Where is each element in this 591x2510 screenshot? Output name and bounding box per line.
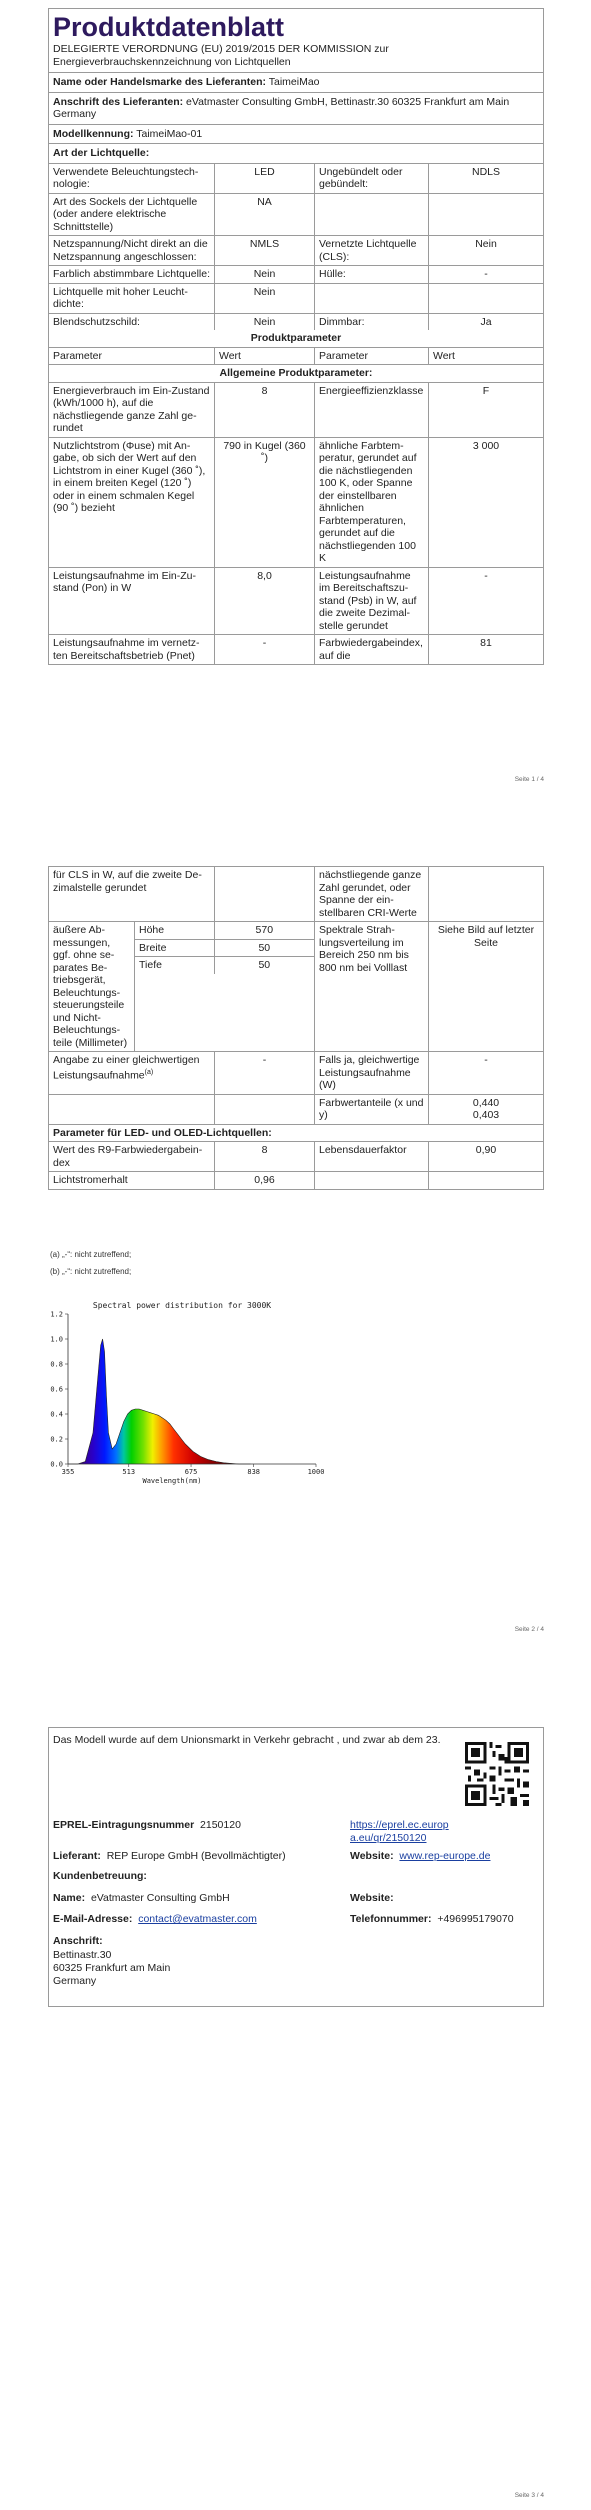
dim-height-value: 570 xyxy=(255,924,274,936)
y-tick-label: 1.2 xyxy=(50,1310,63,1319)
param-value: Nein xyxy=(215,314,315,331)
param-label xyxy=(315,284,429,313)
param-label: Energieeffizienzklasse xyxy=(315,383,429,437)
lighttype-row xyxy=(49,194,543,237)
dim-height-label: Höhe xyxy=(135,922,215,939)
param-label: Vernetzte Lichtquelle (CLS): xyxy=(315,236,429,265)
chromaticity-values xyxy=(429,1095,543,1124)
dim-row xyxy=(135,957,314,974)
param-label xyxy=(315,194,429,236)
page-number-2: Seite 2 / 4 xyxy=(514,1626,544,1633)
x-tick-label: 675 xyxy=(184,1468,198,1476)
equivalent-label: Angabe zu einer gleichwertigen Leistungsaufnahme xyxy=(53,1054,200,1081)
equivalent-power-label: Falls ja, gleichwertige Leistungsaufnahme (W) xyxy=(315,1052,429,1094)
maintenance-value: 0,96 xyxy=(215,1172,315,1189)
y-tick-label: 1.0 xyxy=(50,1335,63,1344)
general-header: Allgemeine Produktparameter: xyxy=(219,367,373,379)
param-value: - xyxy=(484,268,488,280)
lifetime-value: 0,90 xyxy=(475,1144,497,1156)
param-label: Leistungsaufnahme im Ein-Zustand (Pon) in W xyxy=(49,568,215,635)
model-row xyxy=(49,125,543,145)
y-tick-label: 0.0 xyxy=(50,1460,63,1469)
param-value: - xyxy=(484,569,488,582)
qr-code-icon[interactable] xyxy=(465,1742,529,1806)
general-param-row xyxy=(49,438,543,568)
param-value: NMLS xyxy=(215,236,315,265)
param-label: Ungebündelt oder gebündelt: xyxy=(315,164,429,193)
column-header-row xyxy=(49,348,543,366)
chromaticity-x: 0,440 xyxy=(472,1096,500,1109)
param-value: NDLS xyxy=(471,165,500,178)
chromaticity-y: 0,403 xyxy=(472,1109,500,1121)
param-value: - xyxy=(215,635,315,664)
col-value-2: Wert xyxy=(433,349,455,362)
param-value: 81 xyxy=(480,637,492,649)
address-line: Bettinastr.30 xyxy=(53,1949,112,1961)
productparams-header-row xyxy=(49,330,543,348)
dimensions-label: äußere Abmessungen, ggf. ohne separates Betriebsgerät, Beleuchtungssteuerungsteile und Nicht-Beleuchtungsteile (Millimeter) xyxy=(49,922,135,1051)
datasheet-page-3 xyxy=(48,1727,544,2007)
param-label: Hülle: xyxy=(315,266,429,283)
address-line: Germany xyxy=(53,1975,97,1987)
param-label: Art des Sockels der Lichtquelle (oder andere elektrische Schnittstelle) xyxy=(49,194,215,236)
dim-row xyxy=(135,940,314,958)
x-tick-label: 355 xyxy=(61,1468,75,1476)
trademark-label: Name oder Handelsmarke des Lieferanten: xyxy=(53,76,266,88)
supplier-value: REP Europe GmbH (Bevollmächtigter) xyxy=(106,1850,286,1862)
supplier-label: Lieferant: xyxy=(53,1850,101,1862)
param-value: LED xyxy=(215,164,315,193)
datasheet-page-1 xyxy=(48,8,544,665)
address-value: eVatmaster Consulting GmbH, Bettinastr.30 60325 Frankfurt am Main Germany xyxy=(53,95,510,120)
param-label: Leistungsaufnahme im vernetzten Bereitschaftsbetrieb (Pnet) xyxy=(49,635,215,664)
led-header-row xyxy=(49,1125,543,1143)
param-label: Dimmbar: xyxy=(315,314,429,331)
general-param-row xyxy=(49,635,543,664)
param-value: Nein xyxy=(475,238,497,250)
param-value xyxy=(429,194,543,236)
continued-label-2: nächstliegende ganze Zahl gerundet, oder Spanne der einstellbaren CRI-Werte xyxy=(315,867,429,921)
support-website-label: Website: xyxy=(350,1892,394,1904)
lighttype-row xyxy=(49,164,543,194)
equivalent-value: - xyxy=(215,1052,315,1094)
lighttype-header: Art der Lichtquelle: xyxy=(53,147,150,159)
market-intro: Das Modell wurde auf dem Unionsmarkt in Verkehr gebracht , und zwar ab dem 23. xyxy=(53,1734,441,1746)
address-row xyxy=(49,93,543,125)
lighttype-row xyxy=(49,236,543,266)
chromaticity-row xyxy=(49,1095,543,1125)
param-value: 8,0 xyxy=(215,568,315,635)
param-value: Nein xyxy=(215,284,315,313)
maintenance-label: Lichtstromerhalt xyxy=(49,1172,215,1189)
name-value: eVatmaster Consulting GmbH xyxy=(90,1892,230,1904)
param-value: 790 in Kugel (360 ˚) xyxy=(215,438,315,567)
col-value-1: Wert xyxy=(215,348,315,365)
param-label: Nutzlichtstrom (Φuse) mit Angabe, ob sich der Wert auf den Lichtstrom in einer Kugel (360 ˚), in einem breiten Kegel (120 ˚) oder in einem schmalen Kegel (90 ˚) bezieht xyxy=(49,438,215,567)
dim-width-value: 50 xyxy=(258,941,271,954)
x-tick-label: 1000 xyxy=(307,1468,325,1476)
general-param-row xyxy=(49,568,543,636)
param-label: Leistungsaufnahme im Bereitschaftszustand (Psb) in W, auf die zweite Dezimalstelle gerundet xyxy=(315,568,429,635)
regulation-text: DELEGIERTE VERORDNUNG (EU) 2019/2015 DER KOMMISSION zur Energieverbrauchskennzeichnung von Lichtquellen xyxy=(53,43,389,68)
equivalent-row xyxy=(49,1052,543,1095)
lighttype-table xyxy=(49,164,543,331)
header-block xyxy=(49,9,543,73)
y-tick-label: 0.4 xyxy=(50,1410,63,1419)
param-value: 3 000 xyxy=(472,439,500,452)
page-number-1: Seite 1 / 4 xyxy=(514,776,544,783)
email-link[interactable]: contact@evatmaster.com xyxy=(138,1913,257,1925)
chart-title: Spectral power distribution for 3000K xyxy=(92,1301,272,1310)
eprel-label: EPREL-Eintragungsnummer xyxy=(53,1819,195,1831)
model-label: Modellkennung: xyxy=(53,127,134,140)
lifetime-label: Lebensdauerfaktor xyxy=(315,1142,429,1171)
continued-label-1: für CLS in W, auf die zweite Dezimalstelle gerundet xyxy=(49,867,215,921)
eprel-link[interactable]: https://eprel.ec.europa.eu/qr/2150120 xyxy=(350,1819,449,1844)
phone-label: Telefonnummer: xyxy=(350,1913,432,1925)
x-tick-label: 513 xyxy=(122,1468,136,1476)
footnote-a: (a) „-“: nicht zutreffend; xyxy=(50,1250,132,1259)
x-axis-label: Wavelength(nm) xyxy=(142,1477,202,1485)
address-block xyxy=(53,1949,170,1988)
param-label: Blendschutzschild: xyxy=(49,314,215,331)
dim-depth-value: 50 xyxy=(258,959,271,971)
phone-value: +496995179070 xyxy=(437,1913,514,1925)
param-label: Energieverbrauch im Ein-Zustand (kWh/1000 h), auf die nächstliegende ganze Zahl gerundet xyxy=(49,383,215,437)
param-label: ähnliche Farbtemperatur, gerundet auf die nächstliegenden 100 K, oder Spanne der einstellbaren ähnlichen Farbtemperaturen, gerundet auf die nächstliegenden 100 K xyxy=(315,438,429,567)
spectrum-chart xyxy=(28,1300,328,1490)
spectral-label: Spektrale Strahlungsverteilung im Bereich 250 nm bis 800 nm bei Volllast xyxy=(315,922,429,1051)
address-label: Anschrift des Lieferanten: xyxy=(53,95,184,108)
lighttype-header-row xyxy=(49,144,543,164)
email-label: E-Mail-Adresse: xyxy=(53,1913,133,1925)
r9-row xyxy=(49,1142,543,1172)
dimensions-row xyxy=(49,922,543,1052)
trademark-value: TaimeiMao xyxy=(268,76,320,88)
footnote-b: (b) „-“: nicht zutreffend; xyxy=(50,1267,132,1276)
dimensions-subtable xyxy=(135,922,315,1051)
general-param-row xyxy=(49,383,543,438)
website-link[interactable]: www.rep-europe.de xyxy=(399,1850,491,1862)
support-label: Kundenbetreuung: xyxy=(53,1870,147,1882)
param-label: Lichtquelle mit hoher Leuchtdichte: xyxy=(49,284,215,313)
name-label: Name: xyxy=(53,1892,86,1904)
col-param-2: Parameter xyxy=(315,348,429,365)
general-table xyxy=(49,383,543,665)
r9-value: 8 xyxy=(215,1142,315,1171)
lighttype-row xyxy=(49,284,543,314)
footnote-ref-a: (a) xyxy=(144,1068,154,1076)
continued-row xyxy=(49,867,543,922)
x-tick-label: 838 xyxy=(247,1468,261,1476)
col-param-1: Parameter xyxy=(49,348,215,365)
chromaticity-label: Farbwertanteile (x und y) xyxy=(315,1095,429,1124)
param-value: 8 xyxy=(215,383,315,437)
spectrum-area xyxy=(68,1339,251,1464)
param-value: F xyxy=(482,384,490,397)
param-label: Farblich abstimmbare Lichtquelle: xyxy=(49,266,215,283)
address-block-label: Anschrift: xyxy=(53,1935,103,1947)
spectral-value: Siehe Bild auf letzter Seite xyxy=(437,924,535,949)
datasheet-page-2 xyxy=(48,866,544,1190)
website-label: Website: xyxy=(350,1850,394,1862)
param-label: Verwendete Beleuchtungstechnologie: xyxy=(49,164,215,193)
y-tick-label: 0.6 xyxy=(50,1385,63,1394)
y-tick-label: 0.2 xyxy=(50,1435,63,1444)
param-label: Farbwiedergabeindex, auf die xyxy=(315,635,429,664)
trademark-row xyxy=(49,73,543,93)
model-value: TaimeiMao-01 xyxy=(136,127,203,140)
param-value: Ja xyxy=(480,315,492,328)
param-value xyxy=(429,284,543,313)
dim-row xyxy=(135,922,314,940)
lighttype-row xyxy=(49,266,543,284)
dim-width-label: Breite xyxy=(135,940,215,957)
eprel-number: 2150120 xyxy=(200,1819,241,1831)
param-value: NA xyxy=(215,194,315,236)
document-title: Produktdatenblatt xyxy=(53,12,285,42)
maintenance-row xyxy=(49,1172,543,1189)
y-tick-label: 0.8 xyxy=(50,1360,63,1369)
r9-label: Wert des R9-Farbwiedergabeindex xyxy=(49,1142,215,1171)
lighttype-row xyxy=(49,314,543,331)
address-line: 60325 Frankfurt am Main xyxy=(53,1962,171,1974)
param-value: Nein xyxy=(215,266,315,283)
dim-depth-label: Tiefe xyxy=(135,957,215,974)
equivalent-power-value: - xyxy=(484,1054,488,1066)
param-label: Netzspannung/Nicht direkt an die Netzspannung angeschlossen: xyxy=(49,236,215,265)
led-header: Parameter für LED- und OLED-Lichtquellen: xyxy=(53,1126,272,1139)
productparams-header: Produktparameter xyxy=(250,332,342,344)
page-number-3: Seite 3 / 4 xyxy=(514,2492,544,2499)
general-header-row xyxy=(49,365,543,383)
